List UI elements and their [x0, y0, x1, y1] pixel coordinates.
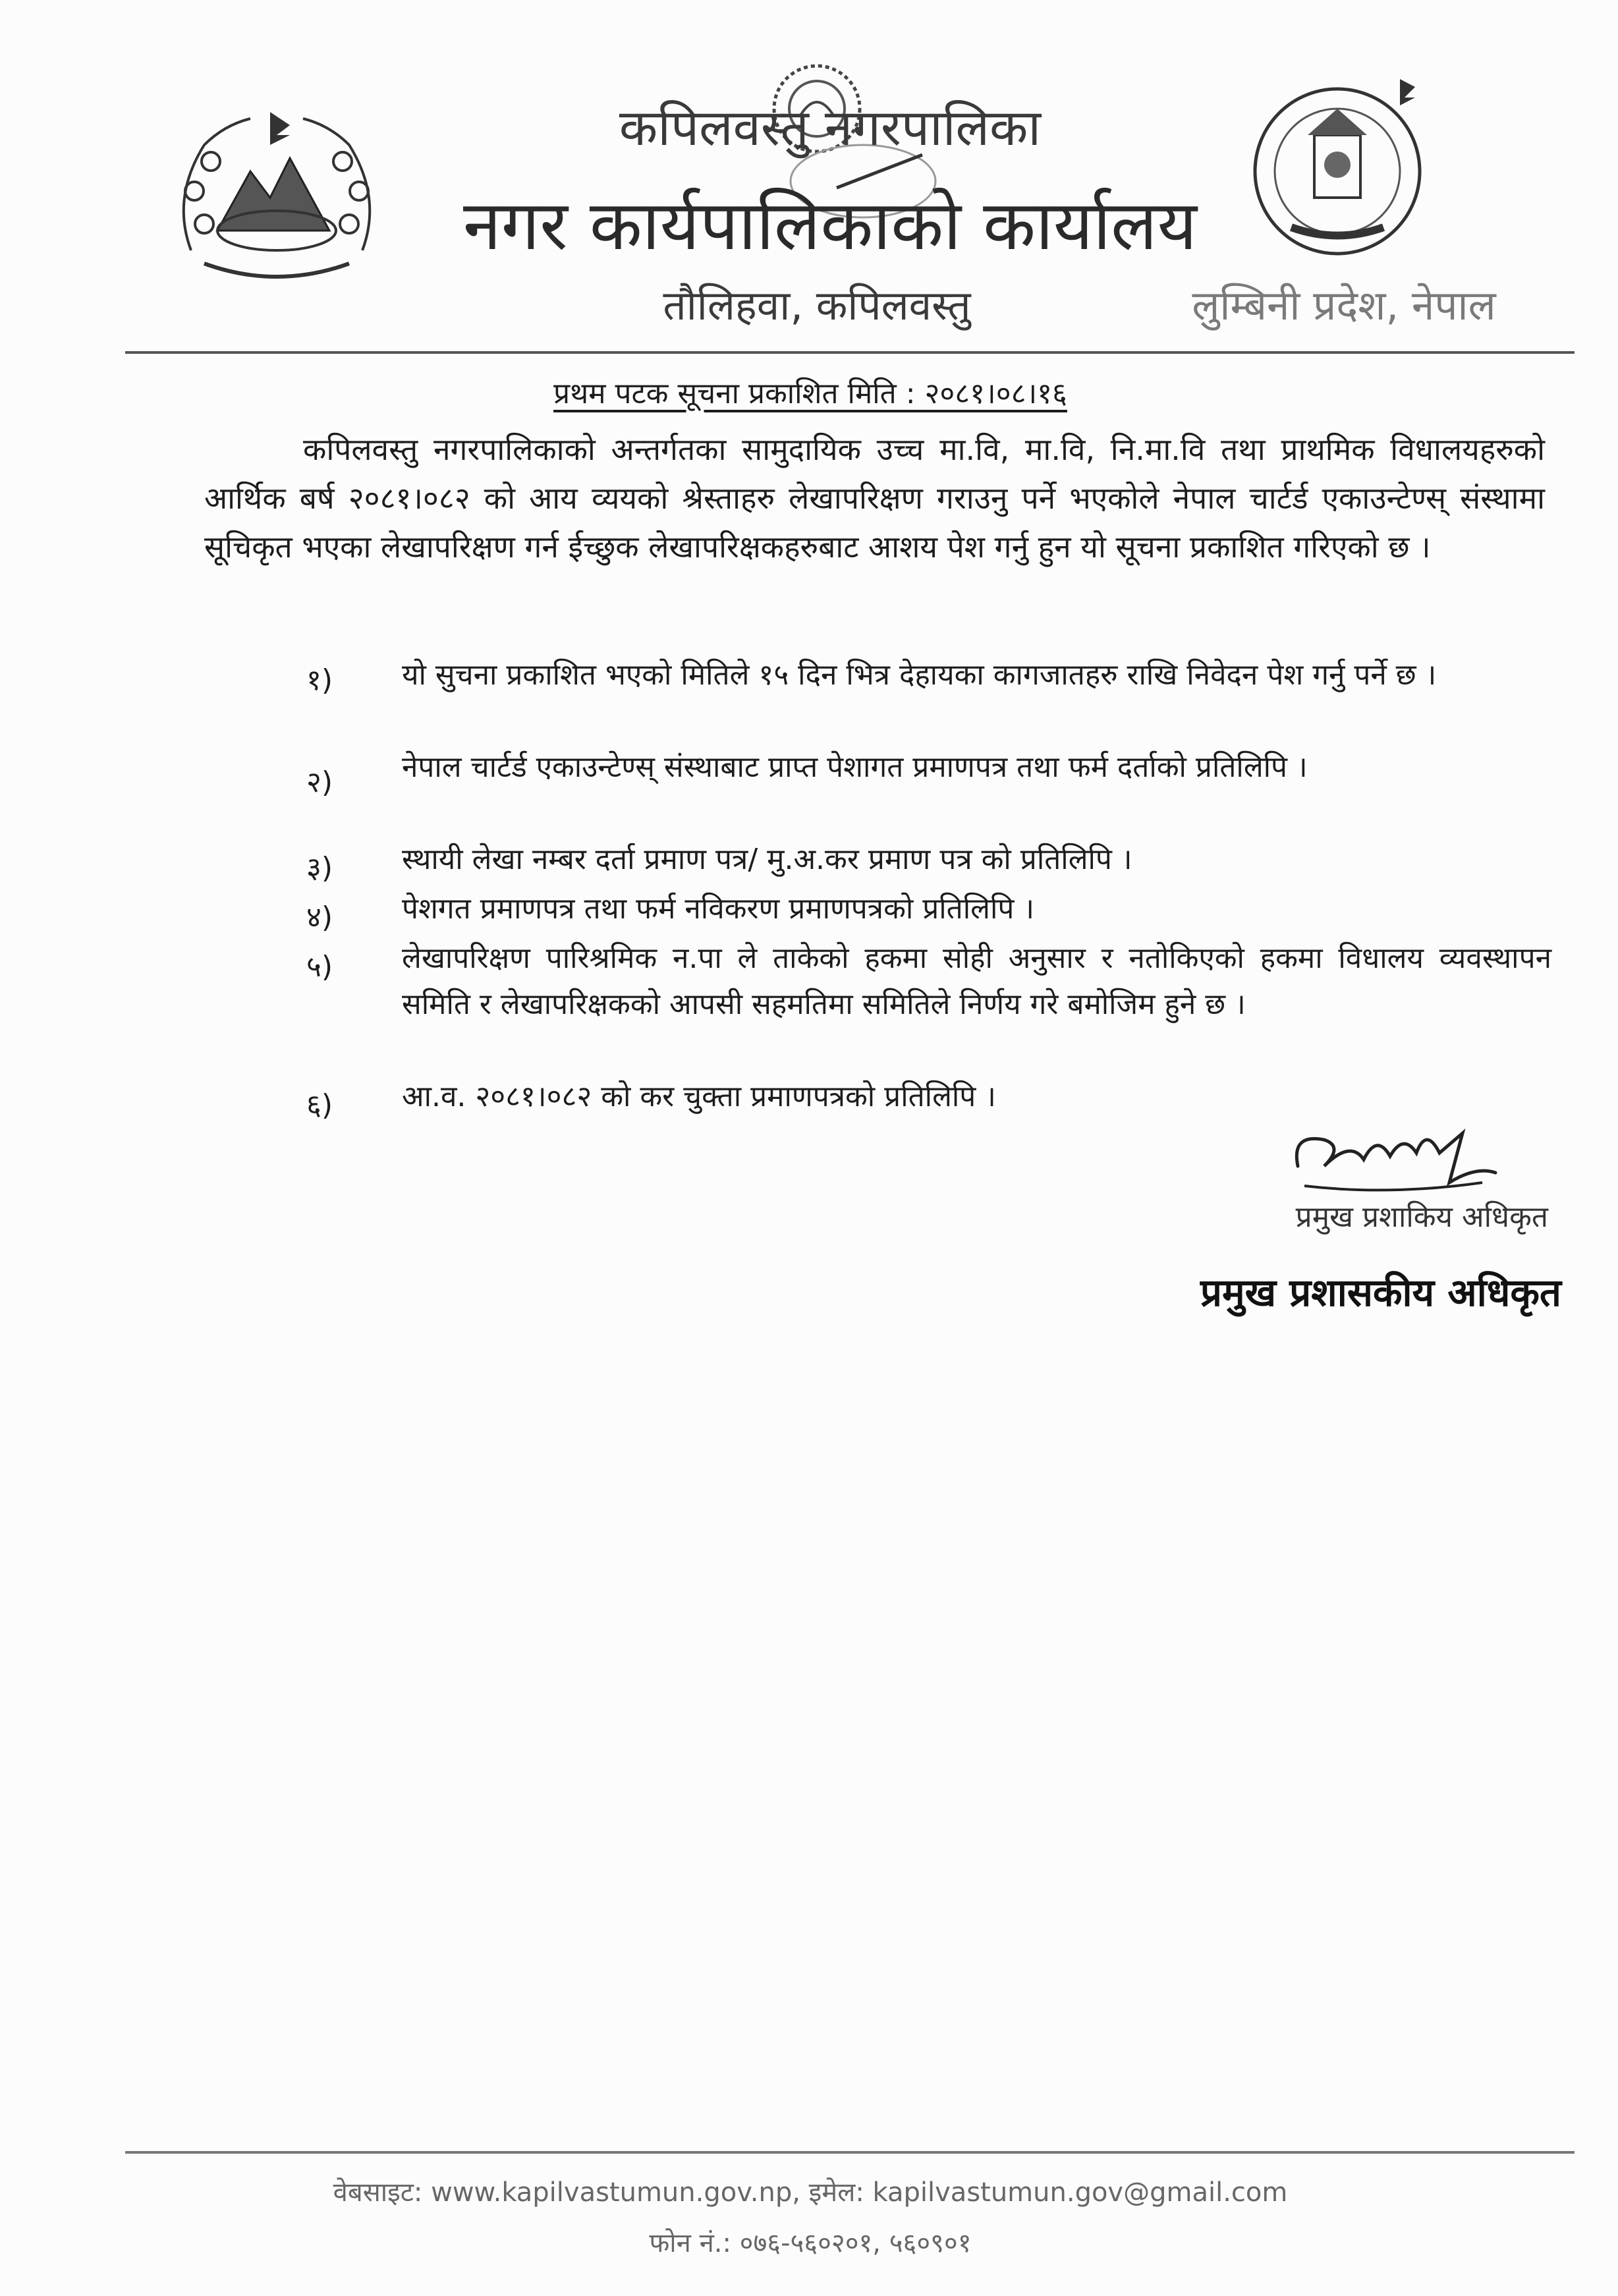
list-item: पेशगत प्रमाणपत्र तथा फर्म नविकरण प्रमाणपत्रको प्रतिलिपि । [402, 892, 1035, 926]
nepal-emblem-icon [165, 99, 389, 296]
footer-phone: फोन नं.: ०७६-५६०२०१, ५६०९०१ [649, 2228, 972, 2258]
list-item: नेपाल चार्टर्ड एकाउन्टेण्स् संस्थाबाट प्राप्त पेशागत प्रमाणपत्र तथा फर्म दर्ताको प्रतिलिपि । [402, 750, 1308, 784]
list-item: स्थायी लेखा नम्बर दर्ता प्रमाण पत्र/ मु.अ.कर प्रमाण पत्र को प्रतिलिपि । [402, 843, 1132, 876]
signature-icon [1285, 1120, 1509, 1199]
province-label: लुम्बिनी प्रदेश, नेपाल [1192, 281, 1496, 329]
signatory-stamp: प्रमुख प्रशासकीय अधिकृत [1200, 1270, 1561, 1315]
office-location: तौलिहवा, कपिलवस्तु [663, 281, 971, 329]
list-item: लेखापरिक्षण पारिश्रमिक न.पा ले ताकेको हकमा सोही अनुसार र नतोकिएको हकमा विधालय व्यवस्थापन समिति र लेखापरिक्षकको आपसी सहमतिमा समितिले निर्णय गरे बमोजिम हुने छ । [402, 941, 1551, 1021]
municipality-name: कपिलवस्तु नगरपालिका [619, 98, 1042, 157]
list-item-number: ३) [306, 851, 333, 885]
publication-date: प्रथम पटक सूचना प्रकाशित मिति : २०८१।०८।१६ [553, 377, 1067, 410]
list-item-number: ४) [306, 901, 333, 934]
office-title: नगर कार्यपालिकाको कार्यालय [462, 185, 1198, 266]
list-item-number: १) [306, 663, 333, 697]
list-item-number: २) [306, 766, 333, 799]
list-item-number: ६) [306, 1088, 333, 1122]
signatory-title: प्रमुख प्रशाकिय अधिकृत [1295, 1200, 1548, 1234]
notice-intro-paragraph: कपिलवस्तु नगरपालिकाको अन्तर्गतका सामुदायिक उच्च मा.वि, मा.वि, नि.मा.वि तथा प्राथमिक विधालयहरुको आर्थिक बर्ष २०८१।०८२ को आय व्ययको श्रेस्ताहरु लेखापरिक्षण गराउनु पर्ने भएकोले नेपाल चार्टर्ड एकाउन्टेण्स् संस्थामा सूचिकृत भएका लेखापरिक्षण गर्न ईच्छुक लेखापरिक्षकहरुबाट आशय पेश गर्नु हुन यो सूचना प्रकाशित गरिएको छ । [204, 432, 1545, 565]
header-divider [125, 351, 1575, 354]
list-item-number: ५) [306, 950, 333, 984]
municipality-logo-icon [1239, 72, 1436, 270]
footer-contact: वेबसाइट: www.kapilvastumun.gov.np, इमेल: kapilvastumun.gov@gmail.com [333, 2177, 1288, 2208]
list-item: यो सुचना प्रकाशित भएको मितिले १५ दिन भित्र देहायका कागजातहरु राखि निवेदन पेश गर्नु पर्ने छ । [402, 658, 1437, 692]
list-item: आ.व. २०८१।०८२ को कर चुक्ता प्रमाणपत्रको प्रतिलिपि । [402, 1080, 996, 1113]
footer-divider [125, 2151, 1575, 2154]
